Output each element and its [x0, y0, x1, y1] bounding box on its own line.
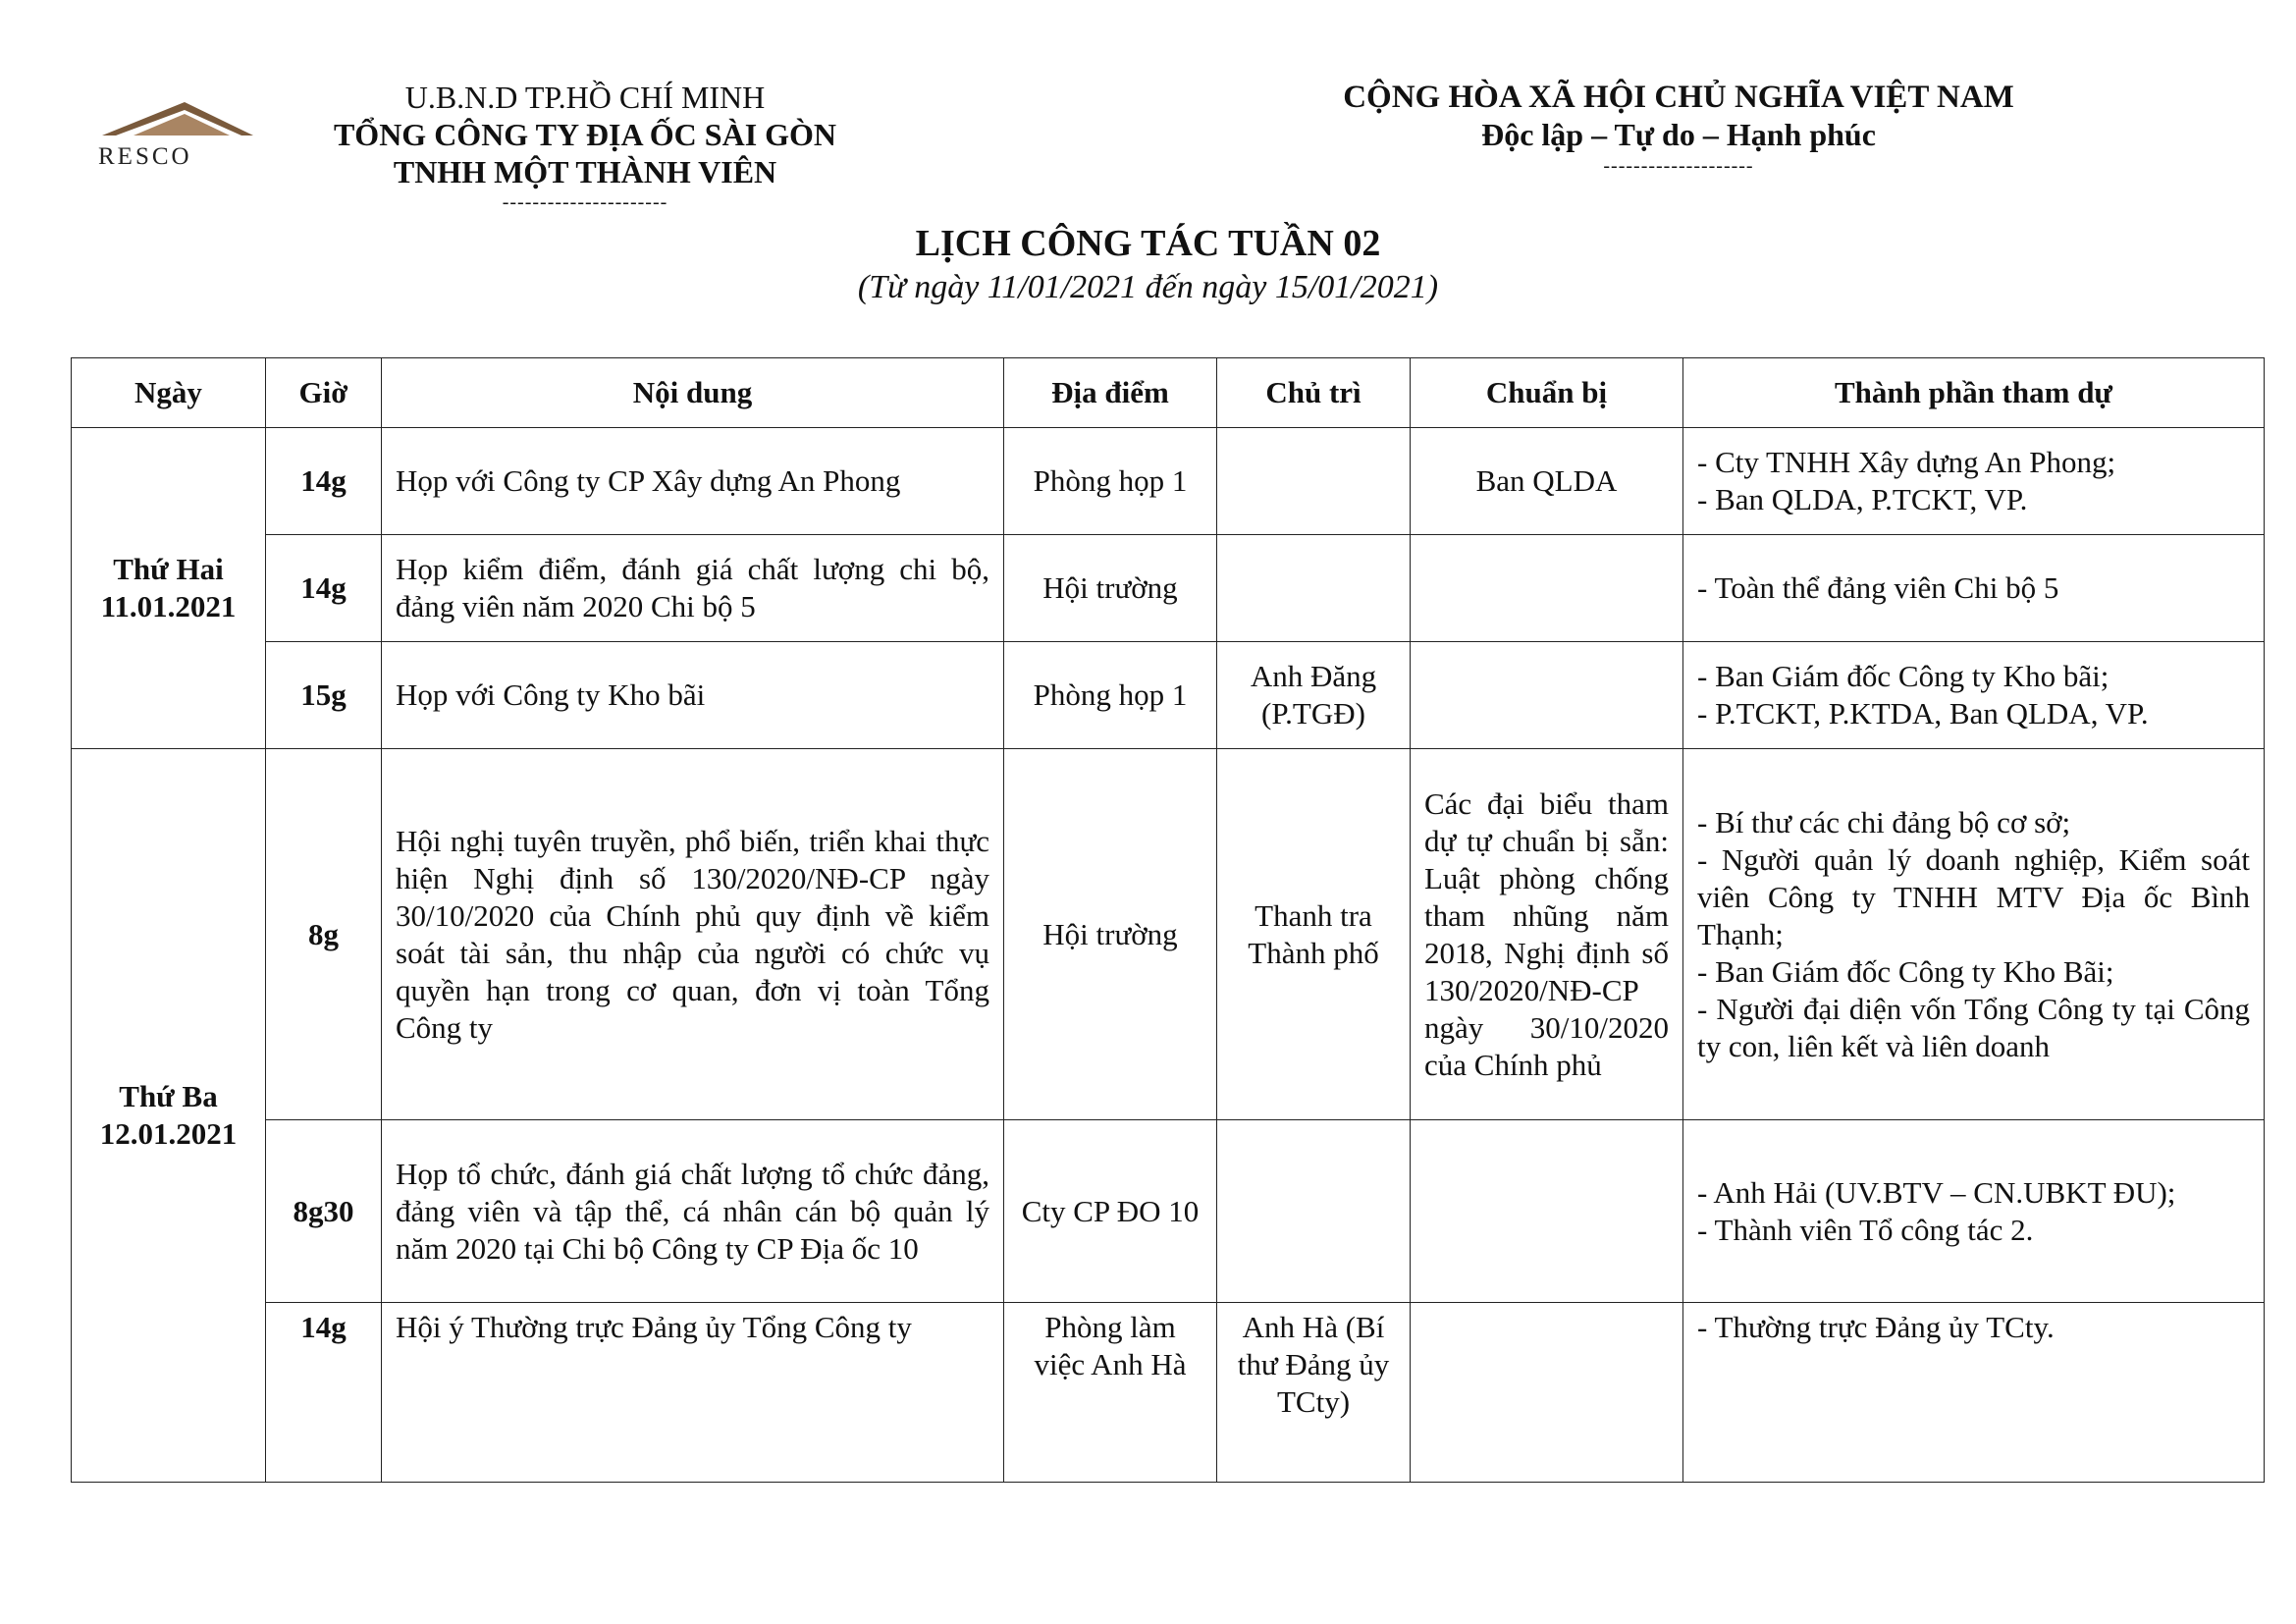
chair-cell: Anh Đăng (P.TGĐ) [1217, 642, 1411, 749]
table-row [72, 1303, 2265, 1483]
content-cell: Họp với Công ty Kho bãi [382, 642, 1004, 749]
org-divider: ---------------------- [502, 191, 668, 213]
day-cell [72, 749, 266, 1483]
attendee-line: - Toàn thể đảng viên Chi bộ 5 [1697, 570, 2059, 605]
table-header-row [72, 358, 2265, 428]
schedule-table [71, 357, 2265, 1483]
attendee-line: - Ban Giám đốc Công ty Kho bãi; [1697, 659, 2109, 693]
org-line-3: TNHH MỘT THÀNH VIÊN [393, 154, 777, 189]
logo-text: RESCO [98, 143, 192, 170]
table-row [72, 749, 2265, 1120]
table-row [72, 1120, 2265, 1303]
document-title: LỊCH CÔNG TÁC TUẦN 02 [915, 223, 1381, 264]
national-header [1276, 79, 2081, 179]
attendees-cell [1683, 535, 2265, 642]
national-title: CỘNG HÒA XÃ HỘI CHỦ NGHĨA VIỆT NAM [1343, 80, 2014, 115]
column-header-day: Ngày [72, 358, 266, 428]
column-header-chair: Chủ trì [1217, 358, 1411, 428]
table-row [72, 642, 2265, 749]
attendee-line: - Cty TNHH Xây dựng An Phong; [1697, 445, 2116, 479]
attendees-cell [1683, 1303, 2265, 1483]
column-header-content: Nội dung [382, 358, 1004, 428]
time-cell: 14g [266, 535, 382, 642]
time-cell: 8g30 [266, 1120, 382, 1303]
place-cell: Cty CP ĐO 10 [1004, 1120, 1217, 1303]
attendee-line: - Thành viên Tổ công tác 2. [1697, 1212, 2034, 1247]
attendees-cell [1683, 428, 2265, 535]
day-date: 12.01.2021 [99, 1116, 238, 1151]
prep-cell [1411, 1120, 1683, 1303]
content-cell: Họp kiểm điểm, đánh giá chất lượng chi bộ, đảng viên năm 2020 Chi bộ 5 [382, 535, 1004, 642]
organization-name [271, 79, 899, 214]
attendee-line: - Thường trực Đảng ủy TCty. [1697, 1310, 2055, 1344]
attendee-line: - Ban Giám đốc Công ty Kho Bãi; [1697, 953, 2114, 989]
attendee-line: - Ban QLDA, P.TCKT, VP. [1697, 482, 2028, 516]
place-cell: Phòng họp 1 [1004, 428, 1217, 535]
attendees-cell [1683, 749, 2265, 1120]
day-name: Thứ Ba [119, 1079, 218, 1113]
column-header-place: Địa điểm [1004, 358, 1217, 428]
attendee-line: - Người đại diện vốn Tổng Công ty tại Công ty con, liên kết và liên doanh [1697, 991, 2250, 1063]
time-cell: 8g [266, 749, 382, 1120]
place-cell: Hội trường [1004, 535, 1217, 642]
attendee-line: - P.TCKT, P.KTDA, Ban QLDA, VP. [1697, 696, 2149, 731]
day-cell [72, 428, 266, 749]
attendees-cell [1683, 1120, 2265, 1303]
chair-cell [1217, 535, 1411, 642]
column-header-attendees: Thành phần tham dự [1683, 358, 2265, 428]
content-cell: Họp với Công ty CP Xây dựng An Phong [382, 428, 1004, 535]
national-motto: Độc lập – Tự do – Hạnh phúc [1481, 117, 1876, 152]
time-cell: 14g [266, 1303, 382, 1483]
attendee-line: - Anh Hải (UV.BTV – CN.UBKT ĐU); [1697, 1174, 2176, 1210]
prep-cell: Ban QLDA [1411, 428, 1683, 535]
place-cell: Phòng họp 1 [1004, 642, 1217, 749]
place-cell: Phòng làm việc Anh Hà [1004, 1303, 1217, 1483]
prep-cell [1411, 642, 1683, 749]
attendee-line: - Người quản lý doanh nghiệp, Kiểm soát viên Công ty TNHH MTV Địa ốc Bình Thạnh; [1697, 841, 2250, 951]
content-cell: Hội nghị tuyên truyền, phổ biến, triển khai thực hiện Nghị định số 130/2020/NĐ-CP ngày 30/10/2020 của Chính phủ quy định về kiểm soát tài sản, thu nhập của người có chức vụ quyền hạn trong cơ quan, đơn vị toàn Tổng Công ty [382, 749, 1004, 1120]
prep-cell [1411, 1303, 1683, 1483]
attendee-line: - Bí thư các chi đảng bộ cơ sở; [1697, 804, 2071, 839]
org-line-2: TỔNG CÔNG TY ĐỊA ỐC SÀI GÒN [333, 117, 837, 152]
national-divider: -------------------- [1603, 155, 1754, 177]
table-row [72, 428, 2265, 535]
place-cell: Hội trường [1004, 749, 1217, 1120]
content-cell: Họp tổ chức, đánh giá chất lượng tổ chức đảng, đảng viên và tập thể, cá nhân cán bộ quản lý năm 2020 tại Chi bộ Công ty CP Địa ốc 10 [382, 1120, 1004, 1303]
time-cell: 15g [266, 642, 382, 749]
attendees-cell [1683, 642, 2265, 749]
table-row [72, 535, 2265, 642]
column-header-time: Giờ [266, 358, 382, 428]
chair-cell [1217, 428, 1411, 535]
day-date: 11.01.2021 [100, 589, 237, 623]
document-subtitle: (Từ ngày 11/01/2021 đến ngày 15/01/2021) [857, 269, 1439, 305]
org-line-1: U.B.N.D TP.HỒ CHÍ MINH [404, 80, 766, 115]
chair-cell: Anh Hà (Bí thư Đảng ủy TCty) [1217, 1303, 1411, 1483]
content-cell: Hội ý Thường trực Đảng ủy Tổng Công ty [382, 1303, 1004, 1483]
time-cell: 14g [266, 428, 382, 535]
prep-cell: Các đại biểu tham dự tự chuẩn bị sẵn: Luật phòng chống tham nhũng năm 2018, Nghị định số 130/2020/NĐ-CP ngày 30/10/2020 của Chính phủ [1411, 749, 1683, 1120]
chair-cell [1217, 1120, 1411, 1303]
prep-cell [1411, 535, 1683, 642]
resco-logo [94, 92, 261, 171]
column-header-prep: Chuẩn bị [1411, 358, 1683, 428]
day-name: Thứ Hai [113, 552, 224, 586]
chair-cell: Thanh tra Thành phố [1217, 749, 1411, 1120]
